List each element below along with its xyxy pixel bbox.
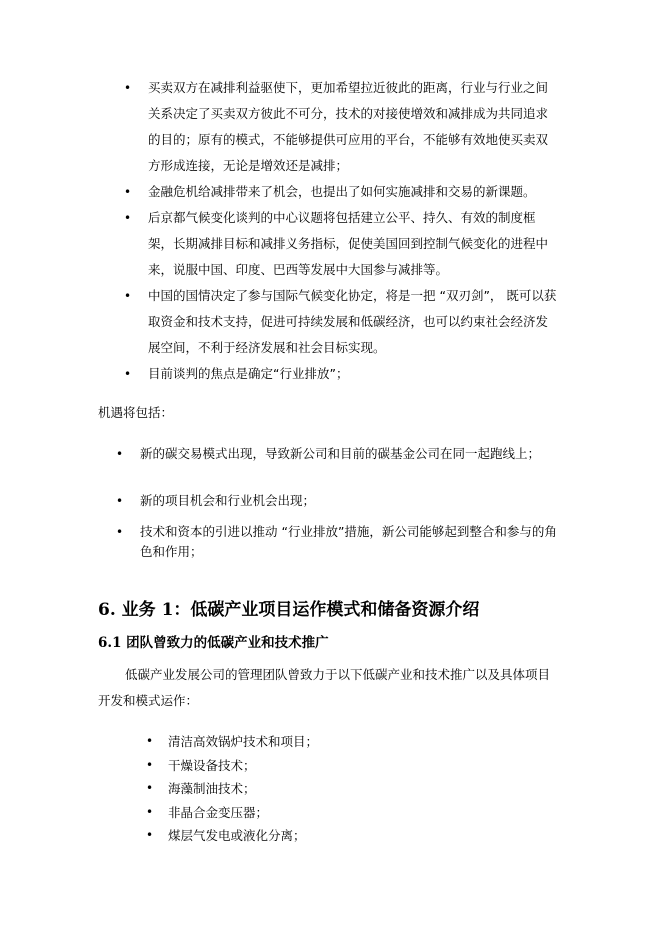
opportunities-lead: 机遇将包括：: [98, 405, 174, 420]
opportunity-item-1-list: [112, 444, 562, 464]
list-item: • 干燥设备技术；: [142, 754, 542, 778]
bullet-icon: •: [124, 367, 132, 381]
list-item: • 后京都气候变化谈判的中心议题将包括建立公平、持久、有效的制度框架，长期减排目标和减排义务指标，促使美国回到控制气候变化的进程中来，说服中国、印度、巴西等发展中大国参与减排等。: [120, 205, 560, 283]
bullet-icon: •: [124, 289, 132, 303]
list-item: • 清洁高效锅炉技术和项目；: [142, 730, 542, 754]
list-item: • 海藻制油技术；: [142, 777, 542, 801]
bullet-icon: •: [116, 494, 124, 508]
bullet-icon: •: [116, 525, 124, 539]
subsection-heading: 6.1 团队曾致力的低碳产业和技术推广: [98, 635, 329, 651]
list-item: • 煤层气发电或液化分离；: [142, 824, 542, 848]
list-item: • 买卖双方在减排利益驱使下，更加希望拉近彼此的距离，行业与行业之间关系决定了买卖双方彼此不可分，技术的对接使增效和减排成为共同追求的目的；原有的模式，不能够提供可应用的平台，不能够有效地使买卖双方形成连接，无论是增效还是减排；: [120, 75, 560, 179]
list-item: • 非晶合金变压器；: [142, 801, 542, 825]
bullet-icon: •: [146, 828, 154, 842]
section-heading: 6. 业务 1：低碳产业项目运作模式和储备资源介绍: [98, 600, 480, 620]
bullet-icon: •: [124, 185, 132, 199]
opportunity-item-2-list: [112, 491, 562, 511]
list-item: • 新的碳交易模式出现，导致新公司和目前的碳基金公司在同一起跑线上；: [112, 444, 562, 464]
bullet-icon: •: [124, 81, 132, 95]
bullet-icon: •: [124, 211, 132, 225]
bullet-icon: •: [146, 781, 154, 795]
bullet-icon: •: [146, 734, 154, 748]
body-paragraph: 低碳产业发展公司的管理团队曾致力于以下低碳产业和技术推广以及具体项目开发和模式运作：: [98, 667, 551, 708]
list-item: • 技术和资本的引进以推动 “行业排放”措施，新公司能够起到整合和参与的角色和作用；: [116, 524, 557, 559]
list-item: • 目前谈判的焦点是确定“行业排放”；: [120, 361, 560, 387]
opportunity-item-3-list: [112, 522, 562, 562]
list-item: • 金融危机给减排带来了机会，也提出了如何实施减排和交易的新课题。: [120, 179, 560, 205]
tech-bullet-list: [142, 730, 542, 848]
list-item: • 新的项目机会和行业机会出现；: [112, 491, 562, 511]
bullet-icon: •: [146, 804, 154, 819]
bullet-icon: •: [146, 757, 154, 772]
bullet-icon: •: [116, 447, 124, 461]
list-item: • 中国的国情决定了参与国际气候变化协定，将是一把 “双刃剑”， 既可以获取资金和技术支持，促进可持续发展和低碳经济，也可以约束社会经济发展空间，不利于经济发展和社会目标实现。: [120, 283, 560, 361]
challenges-bullet-list: [120, 75, 560, 387]
